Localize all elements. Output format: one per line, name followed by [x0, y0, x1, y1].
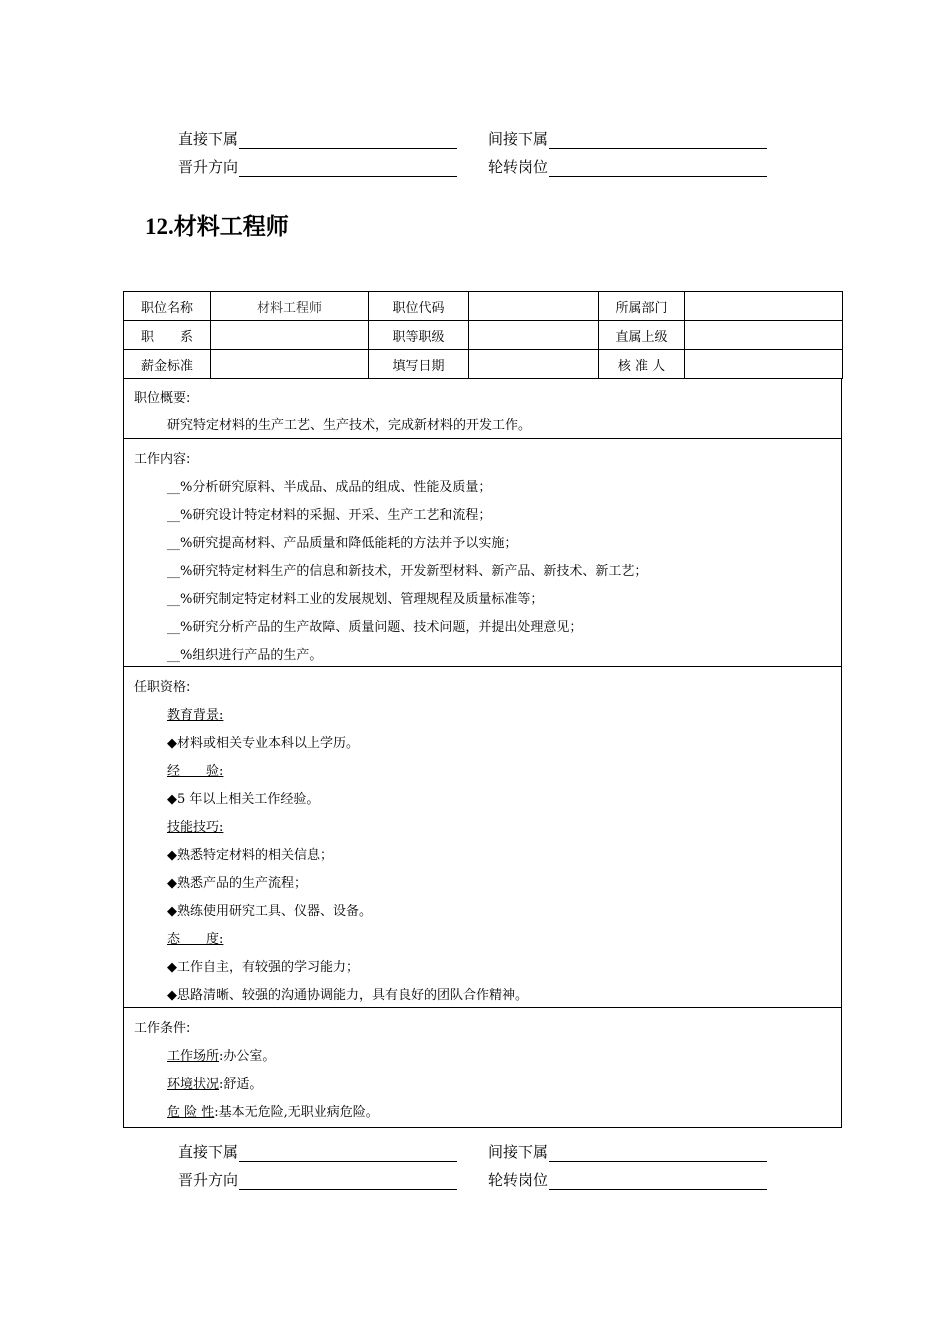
- education-label: 教育背景:: [167, 708, 224, 723]
- overview-text: 研究特定材料的生产工艺、生产技术，完成新材料的开发工作。: [167, 418, 532, 433]
- environment-label: 环境状况: [167, 1077, 220, 1092]
- cell-label: 职等职级: [369, 321, 469, 350]
- rotation-label: 轮转岗位: [488, 157, 549, 176]
- place-label: 工作场所: [167, 1049, 220, 1064]
- cell-value: [685, 321, 843, 350]
- experience-label: 经 验:: [167, 764, 224, 779]
- cell-label: 所属部门: [599, 292, 685, 321]
- cell-label: 填写日期: [369, 350, 469, 379]
- indirect-sub-field: [488, 1141, 767, 1162]
- risk-row: [167, 1101, 379, 1120]
- cell-value: [211, 350, 369, 379]
- promotion-field: [178, 156, 488, 177]
- promotion-label: 晋升方向: [178, 157, 239, 176]
- environment-value: :舒适。: [219, 1077, 263, 1092]
- list-item: ◆熟悉特定材料的相关信息；: [167, 848, 333, 863]
- list-item: ◆工作自主，有较强的学习能力；: [167, 960, 359, 975]
- indirect-sub-field: [488, 128, 767, 149]
- conditions-heading: 工作条件:: [134, 1021, 191, 1036]
- duties-heading: 工作内容:: [134, 452, 191, 467]
- list-item: __%研究分析产品的生产故障、质量问题、技术问题，并提出处理意见；: [167, 620, 583, 635]
- place-row: [167, 1045, 275, 1064]
- list-item: __%研究特定材料生产的信息和新技术，开发新型材料、新产品、新技术、新工艺；: [167, 564, 648, 579]
- cell-label: 直属上级: [599, 321, 685, 350]
- skills-label: 技能技巧:: [167, 820, 224, 835]
- indirect-sub-label: 间接下属: [488, 1142, 549, 1161]
- list-item: __%分析研究原料、半成品、成品的组成、性能及质量；: [167, 480, 492, 495]
- table-row: [124, 321, 843, 350]
- cell-value: [469, 350, 599, 379]
- rotation-label: 轮转岗位: [488, 1170, 549, 1189]
- qualifications-heading: 任职资格:: [134, 680, 191, 695]
- attitude-label: 态 度:: [167, 932, 224, 947]
- promotion-label: 晋升方向: [178, 1170, 239, 1189]
- cell-value: 材料工程师: [211, 292, 369, 321]
- place-value: :办公室。: [219, 1049, 276, 1064]
- list-item: ◆熟练使用研究工具、仪器、设备。: [167, 904, 372, 919]
- direct-sub-field: [178, 128, 488, 149]
- cell-label: 职位代码: [369, 292, 469, 321]
- list-item: __%组织进行产品的生产。: [167, 648, 323, 663]
- position-header-table: [123, 291, 843, 379]
- risk-label: 危 险 性: [167, 1105, 215, 1120]
- promotion-field: [178, 1169, 488, 1190]
- cell-label: 薪金标准: [124, 350, 211, 379]
- qualifications-section: [123, 667, 842, 1008]
- list-item: ◆思路清晰、较强的沟通协调能力，具有良好的团队合作精神。: [167, 988, 528, 1003]
- list-item: __%研究提高材料、产品质量和降低能耗的方法并予以实施；: [167, 536, 518, 551]
- conditions-section: [123, 1008, 842, 1128]
- direct-sub-field: [178, 1141, 488, 1162]
- cell-label: 职位名称: [124, 292, 211, 321]
- cell-value: [685, 292, 843, 321]
- list-item: ◆5 年以上相关工作经验。: [167, 792, 320, 807]
- overview-section: [123, 378, 842, 439]
- bottom-fill-lines: [178, 1137, 798, 1193]
- duties-section: [123, 439, 842, 667]
- section-title: 12.材料工程师: [145, 214, 289, 239]
- risk-value: :基本无危险,无职业病危险。: [214, 1105, 379, 1120]
- cell-value: [469, 292, 599, 321]
- cell-label: 职 系: [124, 321, 211, 350]
- direct-sub-label: 直接下属: [178, 1142, 239, 1161]
- cell-label: 核 准 人: [599, 350, 685, 379]
- list-item: ◆熟悉产品的生产流程；: [167, 876, 307, 891]
- list-item: __%研究制定特定材料工业的发展规划、管理规程及质量标准等；: [167, 592, 544, 607]
- indirect-sub-label: 间接下属: [488, 129, 549, 148]
- cell-value: [469, 321, 599, 350]
- table-row: [124, 350, 843, 379]
- list-item: ◆材料或相关专业本科以上学历。: [167, 736, 359, 751]
- overview-heading: 职位概要:: [134, 391, 191, 406]
- top-fill-lines: [178, 124, 798, 180]
- rotation-field: [488, 1169, 767, 1190]
- table-row: [124, 292, 843, 321]
- direct-sub-label: 直接下属: [178, 129, 239, 148]
- rotation-field: [488, 156, 767, 177]
- cell-value: [211, 321, 369, 350]
- cell-value: [685, 350, 843, 379]
- list-item: __%研究设计特定材料的采掘、开采、生产工艺和流程；: [167, 508, 492, 523]
- environment-row: [167, 1073, 262, 1092]
